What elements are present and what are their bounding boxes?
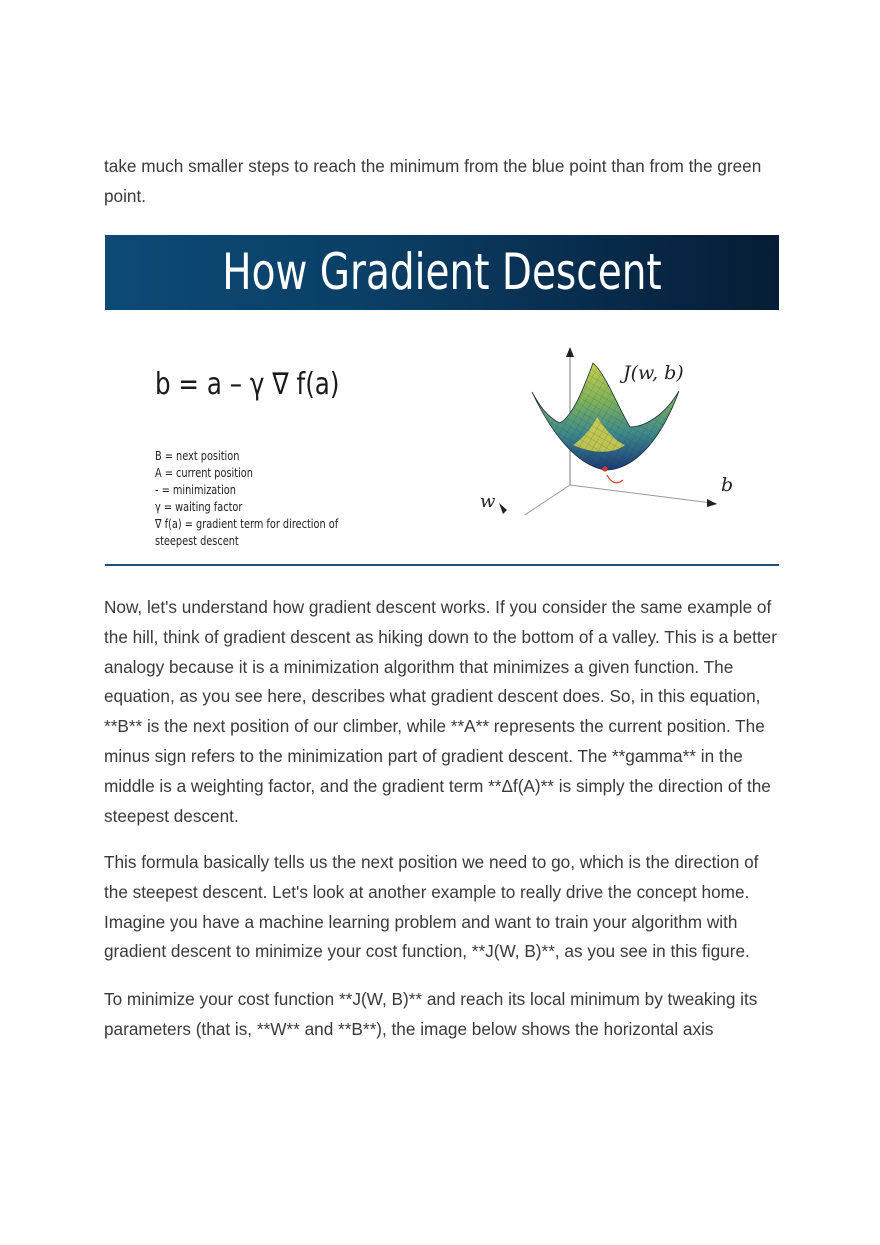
paragraph-how-it-works: Now, let's understand how gradient descent works. If you consider the same example of the hill, think of gradient descent as hiking down to the bottom of a valley. This is a better analogy because it is a minimization algorithm that minimizes a given function. The equation, as you see here, describes what gradient descent does. So, in this equation, **B** is the next position of our climber, while **A** represents the current position. The minus sign refers to the minimization part of gradient descent. The **gamma** in the middle is a weighting factor, and the gradient term **Δf(A)** is simply the direction of the steepest descent. bbox=[104, 597, 777, 826]
legend-line: B = next position bbox=[155, 448, 240, 463]
legend-line: - = minimization bbox=[155, 482, 236, 497]
figure-title: How Gradient Descent Works? bbox=[222, 243, 662, 376]
b-axis-label: b bbox=[721, 474, 734, 496]
legend-line: A = current position bbox=[155, 465, 253, 480]
w-axis-arrow bbox=[499, 503, 507, 514]
gradient-equation: b = a – γ ∇ f(a) bbox=[155, 367, 340, 402]
legend-line: ∇ f(a) = gradient term for direction of bbox=[155, 516, 339, 531]
gradient-descent-figure bbox=[105, 235, 779, 567]
legend-line: steepest descent bbox=[155, 533, 239, 548]
paragraph-intro: take much smaller steps to reach the minimum from the blue point than from the green point. bbox=[104, 156, 762, 206]
legend-line: γ = waiting factor bbox=[155, 499, 243, 514]
b-axis-line bbox=[570, 483, 716, 505]
z-axis-arrow bbox=[566, 347, 574, 357]
figure-bottom-rule bbox=[105, 564, 779, 566]
w-axis-line bbox=[505, 485, 570, 515]
minimum-point bbox=[602, 466, 607, 471]
cost-surface-plot bbox=[465, 345, 765, 515]
paragraph-minimize: To minimize your cost function **J(W, B)** and reach its local minimum by tweaking its parameters (that is, **W** and **B**), the image below shows the horizontal axis bbox=[104, 989, 758, 1039]
z-axis-label: J(w, b) bbox=[623, 362, 684, 384]
descent-arrow-icon bbox=[607, 475, 623, 483]
paragraph-formula: This formula basically tells us the next position we need to go, which is the direction of the steepest descent. Let's look at another example to really drive the concept home. Imagine you have a machine learning problem and want to train your algorithm with gradient descent to minimize your cost function, **J(W, B)**, as you see in this figure. bbox=[104, 852, 759, 962]
equation-legend bbox=[155, 447, 338, 549]
w-axis-label: w bbox=[480, 491, 496, 512]
